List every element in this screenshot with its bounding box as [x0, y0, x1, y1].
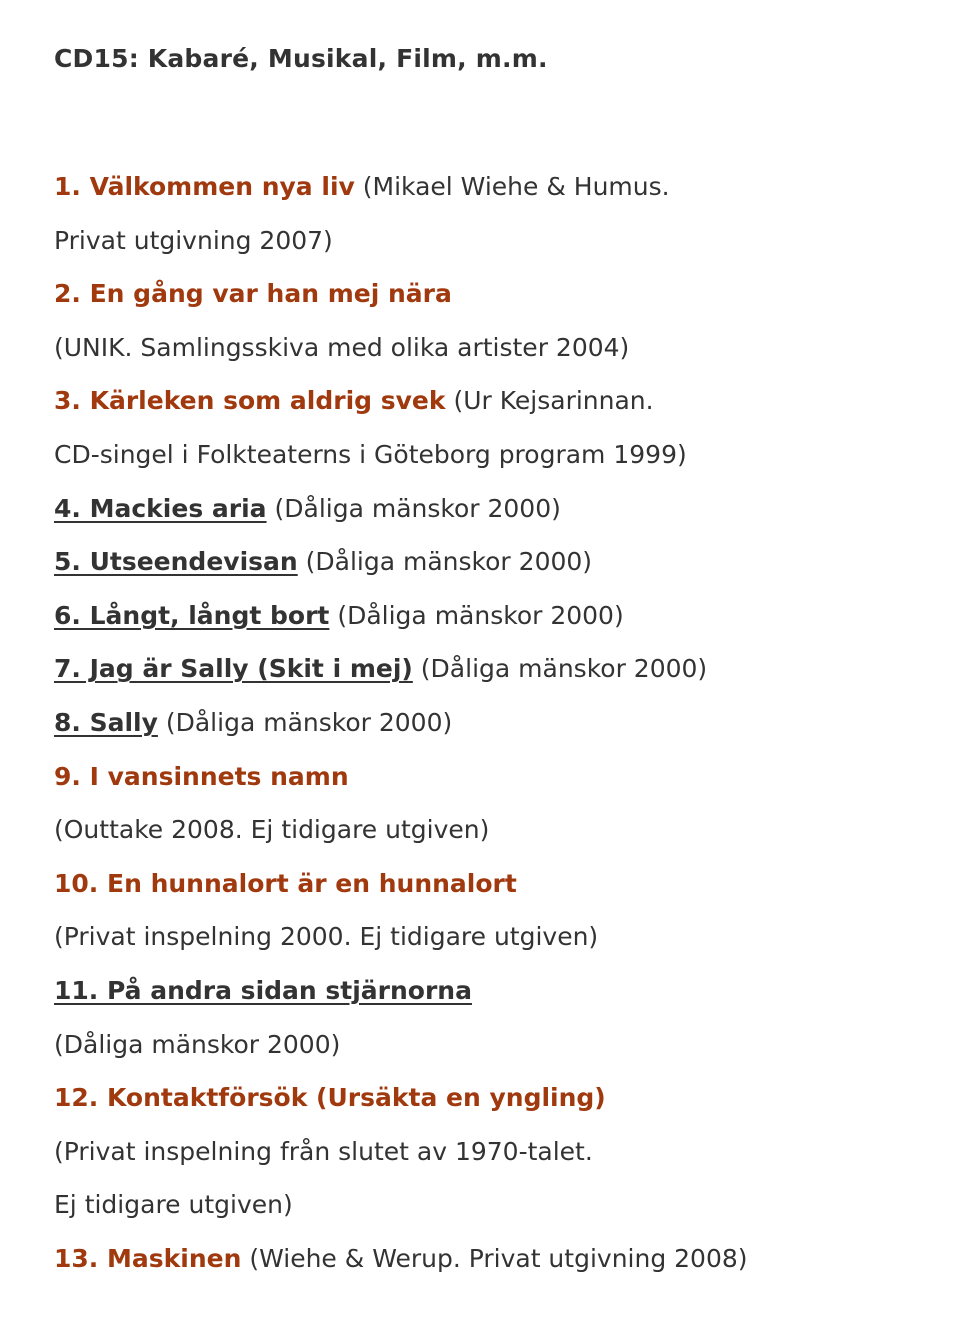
- track-6-line: [54, 589, 934, 643]
- track-title-link[interactable]: 4. Mackies aria: [54, 493, 267, 523]
- track-note: (Wiehe & Werup. Privat utgivning 2008): [249, 1243, 748, 1273]
- track-list: [54, 160, 934, 1285]
- track-11-line-2: [54, 1018, 934, 1072]
- track-note: (Mikael Wiehe & Humus.: [362, 172, 670, 201]
- track-title-link[interactable]: 8. Sally: [54, 707, 158, 737]
- track-note: (Dåliga mänskor 2000): [420, 654, 708, 684]
- track-12-line-3: [54, 1178, 934, 1232]
- track-note-continued: Ej tidigare utgiven): [54, 1190, 293, 1220]
- track-9-line-1: [54, 750, 934, 804]
- track-1-line-1: [54, 160, 934, 214]
- track-note: (Dåliga mänskor 2000): [274, 493, 561, 523]
- track-note-continued: CD-singel i Folkteaterns i Göteborg program 1999): [54, 439, 687, 469]
- track-2-line-1: [54, 267, 934, 321]
- track-title-link[interactable]: 11. På andra sidan stjärnorna: [54, 975, 472, 1005]
- track-title: 3. Kärleken som aldrig svek: [54, 386, 446, 416]
- track-note: (Dåliga mänskor 2000): [305, 547, 593, 577]
- track-title: 2. En gång var han mej nära: [54, 279, 452, 309]
- track-title-link[interactable]: 5. Utseendevisan: [54, 547, 298, 577]
- track-note-continued: Privat utgivning 2007): [54, 225, 333, 255]
- track-title: 13. Maskinen: [54, 1243, 242, 1273]
- track-10-line-1: [54, 857, 934, 911]
- track-4-line: [54, 482, 934, 536]
- track-title-link[interactable]: 6. Långt, långt bort: [54, 600, 330, 630]
- track-3-line-1: [54, 374, 934, 428]
- track-11-line-1: [54, 964, 934, 1018]
- track-title: 12. Kontaktförsök (Ursäkta en yngling): [54, 1083, 606, 1113]
- track-title: 1. Välkommen nya liv: [54, 172, 355, 201]
- track-note: (Privat inspelning 2000. Ej tidigare utgiven): [54, 922, 599, 952]
- track-note: (Privat inspelning från slutet av 1970-talet.: [54, 1136, 593, 1166]
- track-8-line: [54, 696, 934, 750]
- track-title: 10. En hunnalort är en hunnalort: [54, 868, 517, 898]
- track-7-line: [54, 642, 934, 696]
- track-2-line-2: [54, 321, 934, 375]
- track-title: 9. I vansinnets namn: [54, 761, 349, 791]
- track-title-link[interactable]: 7. Jag är Sally (Skit i mej): [54, 654, 413, 684]
- track-12-line-1: [54, 1071, 934, 1125]
- track-note: (Ur Kejsarinnan.: [453, 386, 654, 416]
- track-5-line: [54, 535, 934, 589]
- track-10-line-2: [54, 910, 934, 964]
- track-note: (Dåliga mänskor 2000): [337, 600, 624, 630]
- track-note: (Dåliga mänskor 2000): [54, 1029, 341, 1059]
- track-note: (Dåliga mänskor 2000): [165, 707, 453, 737]
- track-9-line-2: [54, 803, 934, 857]
- page-title: CD15: Kabaré, Musikal, Film, m.m.: [54, 44, 548, 73]
- track-note: (Outtake 2008. Ej tidigare utgiven): [54, 815, 490, 845]
- track-12-line-2: [54, 1125, 934, 1179]
- track-note: (UNIK. Samlingsskiva med olika artister 2004): [54, 332, 630, 362]
- track-13-line: [54, 1232, 934, 1286]
- track-1-line-2: [54, 214, 934, 268]
- track-3-line-2: [54, 428, 934, 482]
